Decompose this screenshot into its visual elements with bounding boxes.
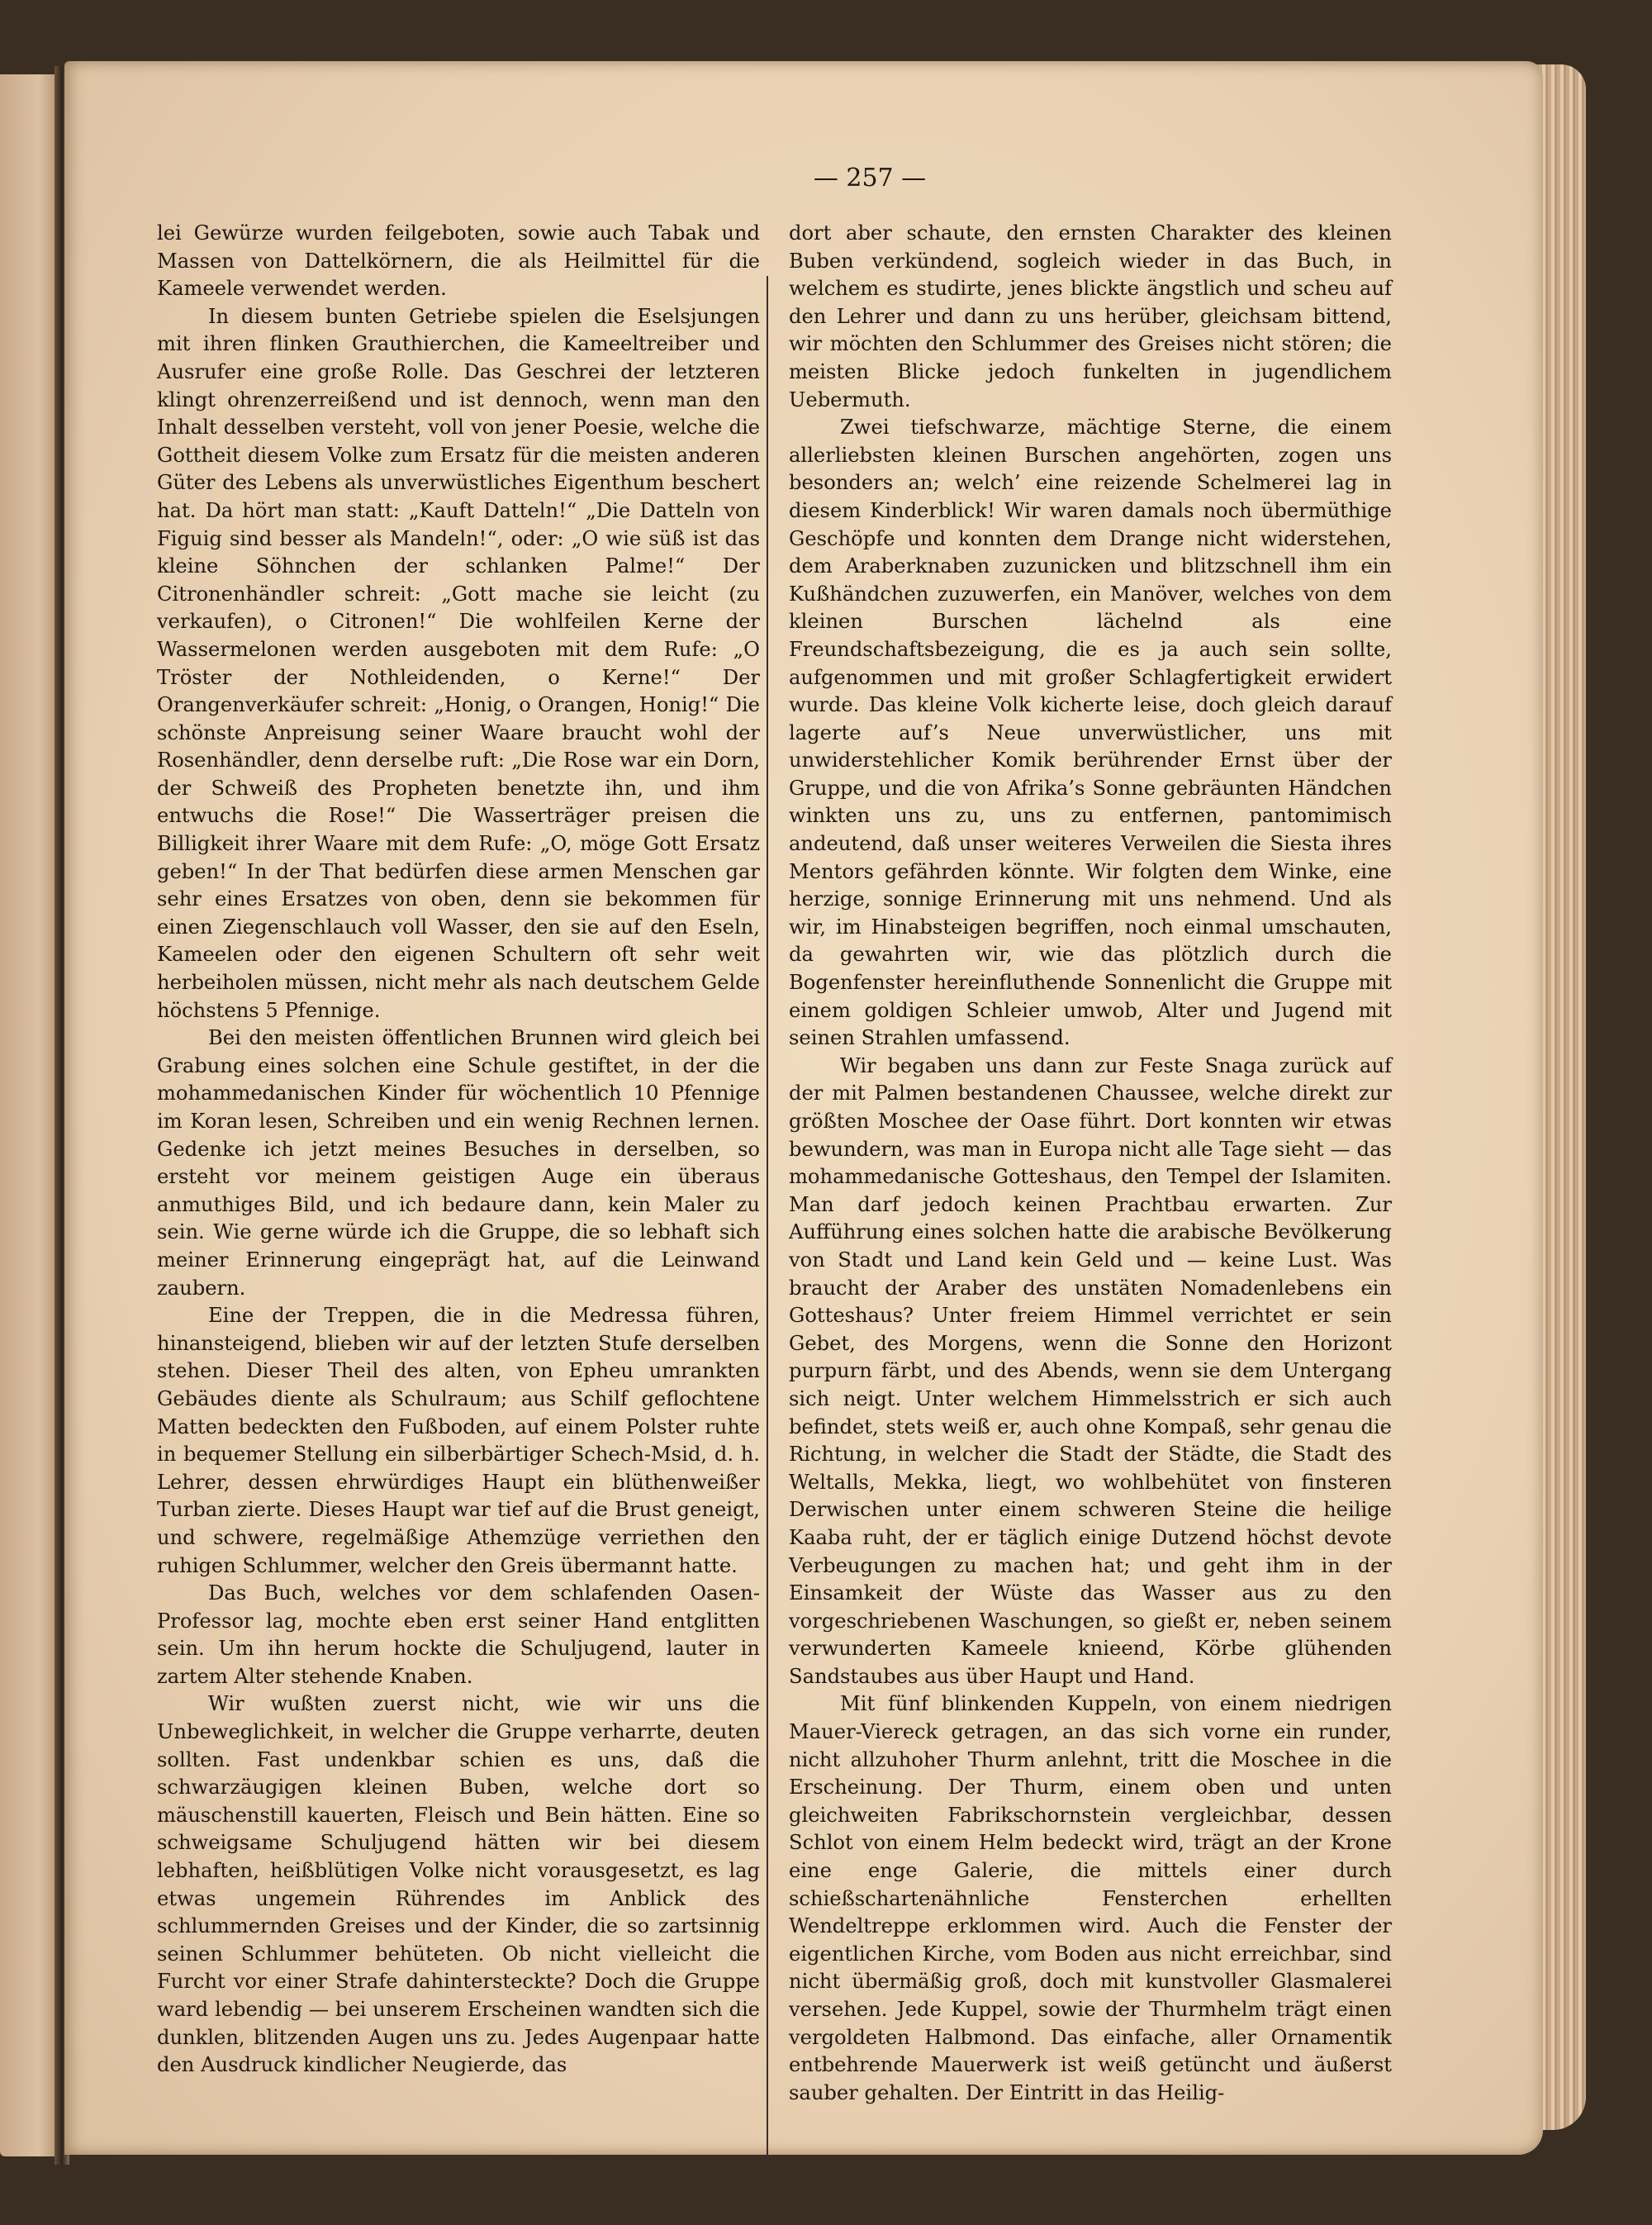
right-column [789, 220, 1392, 2107]
paragraph: Wir wußten zuerst nicht, wie wir uns die Unbeweglichkeit, in welcher die Gruppe verharrte, deuten sollten. Fast undenkbar schien es uns, daß die schwarzäugigen kleinen Buben, welche dort so mäuschenstill kauerten, Fleisch und Bein hätten. Eine so schweigsame Schuljugend hätten wir bei diesem lebhaften, heißblütigen Volke nicht vorausgesetzt, es lag etwas ungemein Rührendes im Anblick des schlummernden Greises und der Kinder, die so zartsinnig seinen Schlummer behüteten. Ob nicht vielleicht die Furcht vor einer Strafe dahintersteckte? Doch die Gruppe ward lebendig — bei unserem Erscheinen wandten sich die dunklen, blitzenden Augen uns zu. Jedes Augenpaar hatte den Ausdruck kindlicher Neugierde, das [157, 1692, 760, 2077]
paragraph: Eine der Treppen, die in die Medressa führen, hinansteigend, blieben wir auf der letzten Stufe derselben stehen. Dieser Theil des alten, von Epheu umrankten Gebäudes diente als Schulraum; aus Schilf geflochtene Matten bedeckten den Fußboden, auf einem Polster ruhte in bequemer Stellung ein silberbärtiger Schech-Msid, d. h. Lehrer, dessen ehrwürdiges Haupt ein blüthenweißer Turban zierte. Dieses Haupt war tief auf die Brust geneigt, und schwere, regelmäßige Athemzüge verriethen den ruhigen Schlummer, welcher den Greis übermannt hatte. [157, 1304, 760, 1577]
paragraph: Das Buch, welches vor dem schlafenden Oasen-Professor lag, mochte eben erst seiner Hand entglitten sein. Um ihn herum hockte die Schuljugend, lauter in zartem Alter stehende Knaben. [157, 1581, 760, 1688]
left-column [157, 220, 760, 2080]
book-page [64, 61, 1543, 2155]
column-divider [767, 276, 768, 2193]
paragraph: Wir begaben uns dann zur Feste Snaga zurück auf der mit Palmen bestandenen Chaussee, welche direkt zur größten Moschee der Oase führt. Dort konnten wir etwas bewundern, was man in Europa nicht alle Tage sieht — das mohammedanische Gotteshaus, den Tempel der Islamiten. Man darf jedoch keinen Prachtbau erwarten. Zur Aufführung eines solchen hatte die arabische Bevölkerung von Stadt und Land kein Geld und — keine Lust. Was braucht der Araber des unstäten Nomadenlebens ein Gotteshaus? Unter freiem Himmel verrichtet er sein Gebet, des Morgens, wenn die Sonne den Horizont purpurn färbt, und des Abends, wenn sie dem Untergang sich neigt. Unter welchem Himmelsstrich er sich auch befindet, stets weiß er, auch ohne Kompaß, sehr genau die Richtung, in welcher die Stadt der Städte, die Stadt des Weltalls, Mekka, liegt, wo wohlbehütet von finsteren Derwischen unter einem schweren Steine die heilige Kaaba ruht, der er täglich einige Dutzend höchst devote Verbeugungen zu machen hat; und geht ihm in der Einsamkeit der Wüste das Wasser aus zu den vorgeschriebenen Waschungen, so gießt er, neben seinem verwunderten Kameele knieend, Körbe glühenden Sandstaubes aus über Haupt und Hand. [789, 1053, 1392, 1688]
paragraph: Zwei tiefschwarze, mächtige Sterne, die einem allerliebsten kleinen Burschen angehörten, zogen uns besonders an; welch’ eine reizende Schelmerei lag in diesem Kinderblick! Wir waren damals noch übermüthige Geschöpfe und konnten dem Drange nicht widerstehen, dem Araberknaben zuzunicken und blitzschnell ihm ein Kußhändchen zuzuwerfen, ein Manöver, welches von dem kleinen Burschen lächelnd als eine Freundschaftsbezeigung, die es ja auch sein sollte, aufgenommen und mit großer Schlagfertigkeit erwidert wurde. Das kleine Volk kicherte leise, doch gleich darauf lagerte auf’s Neue unverwüstlicher, uns mit unwiderstehlicher Komik berührender Ernst über der Gruppe, und die von Afrika’s Sonne gebräunten Händchen winkten uns zu, uns zu entfernen, pantomimisch andeutend, daß unser weiteres Verweilen die Siesta ihres Mentors gefährden könnte. Wir folgten dem Winke, eine herzige, sonnige Erinnerung mit uns nehmend. Und als wir, im Hinabsteigen begriffen, noch einmal umschauten, da gewahrten wir, wie das plötzlich durch die Bogenfenster hereinfluthende Sonnenlicht die Gruppe mit einem goldigen Schleier umwob, Alter und Jugend mit seinen Strahlen umfassend. [789, 416, 1392, 1050]
paragraph: dort aber schaute, den ernsten Charakter des kleinen Buben verkündend, sogleich wieder in das Buch, in welchem es studirte, jenes blickte ängstlich und scheu auf den Lehrer und dann zu uns herüber, gleichsam bittend, wir möchten den Schlummer des Greises nicht stören; die meisten Blicke jedoch funkelten in jugendlichem Uebermuth. [789, 221, 1392, 411]
paragraph: lei Gewürze wurden feilgeboten, sowie auch Tabak und Massen von Dattelkörnern, die als Heilmittel für die Kameele verwendet werden. [157, 221, 760, 301]
paragraph: Bei den meisten öffentlichen Brunnen wird gleich bei Grabung eines solchen eine Schule gestiftet, in der die mohammedanischen Kinder für wöchentlich 10 Pfennige im Koran lesen, Schreiben und ein wenig Rechnen lernen. Gedenke ich jetzt meines Besuches in derselben, so ersteht vor meinem geistigen Auge ein überaus anmuthiges Bild, und ich bedaure dann, kein Maler zu sein. Wie gerne würde ich die Gruppe, die so lebhaft sich meiner Erinnerung eingeprägt hat, auf die Leinwand zaubern. [157, 1026, 760, 1300]
paragraph: Mit fünf blinkenden Kuppeln, von einem niedrigen Mauer-Viereck getragen, an das sich vorne ein runder, nicht allzuhoher Thurm anlehnt, tritt die Moschee in die Erscheinung. Der Thurm, einem oben und unten gleichweiten Fabrikschornstein vergleichbar, dessen Schlot von einem Helm bedeckt wird, trägt an der Krone eine enge Galerie, die mittels einer durch schießschartenähnliche Fensterchen erhellten Wendeltreppe erklommen wird. Auch die Fenster der eigentlichen Kirche, vom Boden aus nicht erreichbar, sind nicht übermäßig groß, doch mit kunstvoller Glasmalerei versehen. Jede Kuppel, sowie der Thurmhelm trägt einen vergoldeten Halbmond. Das einfache, aller Ornamentik entbehrende Mauerwerk ist weiß getüncht und äußerst sauber gehalten. Der Eintritt in das Heilig- [789, 1692, 1392, 2104]
paragraph: In diesem bunten Getriebe spielen die Eselsjungen mit ihren flinken Grauthierchen, die Kameeltreiber und Ausrufer eine große Rolle. Das Geschrei der letzteren klingt ohrenzerreißend und ist dennoch, wenn man den Inhalt desselben versteht, voll von jener Poesie, welche die Gottheit diesem Volke zum Ersatz für die meisten anderen Güter des Lebens als unverwüstliches Eigenthum beschert hat. Da hört man statt: „Kauft Datteln!“ „Die Datteln von Figuig sind besser als Mandeln!“, oder: „O wie süß ist das kleine Söhnchen der schlanken Palme!“ Der Citronenhändler schreit: „Gott mache sie leicht (zu verkaufen), o Citronen!“ Die wohlfeilen Kerne der Wassermelonen werden ausgeboten mit dem Rufe: „O Tröster der Nothleidenden, o Kerne!“ Der Orangenverkäufer schreit: „Honig, o Orangen, Honig!“ Die schönste Anpreisung seiner Waare braucht wohl der Rosenhändler, denn derselbe ruft: „Die Rose war ein Dorn, der Schweiß des Propheten benetzte ihn, und ihm entwuchs die Rose!“ Die Wasserträger preisen die Billigkeit ihrer Waare mit dem Rufe: „O, möge Gott Ersatz geben!“ In der That bedürfen diese armen Menschen gar sehr eines Ersatzes von oben, denn sie bekommen für einen Ziegenschlauch voll Wasser, den sie auf den Eseln, Kameelen oder den eigenen Schultern oft sehr weit herbeiholen müssen, nicht mehr als nach deutschem Gelde höchstens 5 Pfennige. [157, 304, 760, 1022]
page-number: — 257 — [813, 164, 927, 193]
